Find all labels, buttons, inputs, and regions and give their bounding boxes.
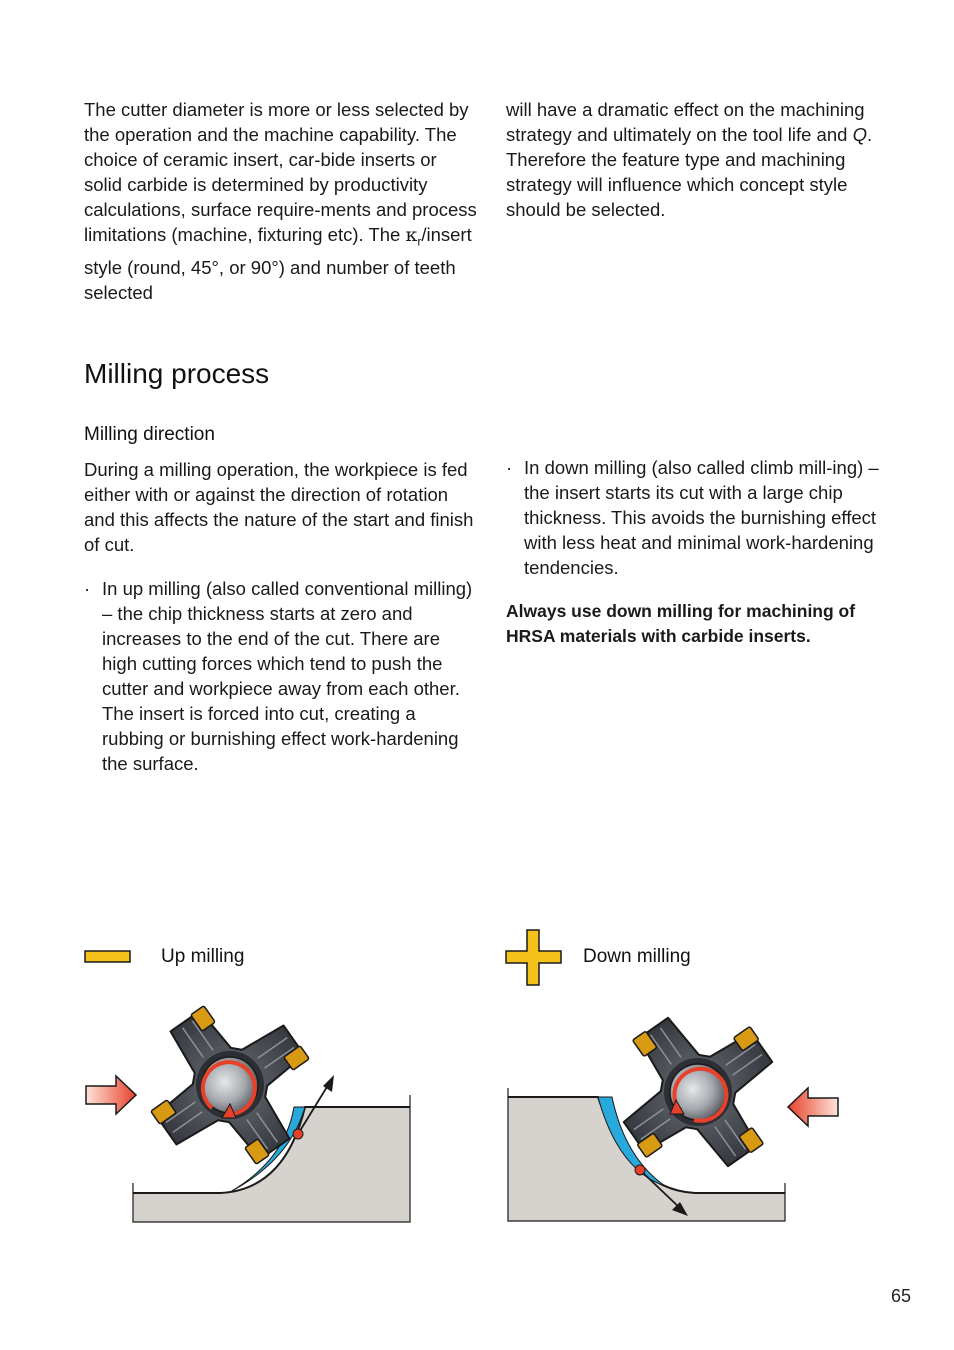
kappa-subscript: r [417, 234, 422, 249]
down-milling-bullet [506, 455, 906, 580]
down-milling-text: In down milling (also called climb mill-ing) – the insert starts its cut with a large chip thickness. This avoids the burnishing effect with less heat and minimal work-hardening tendencies. [524, 457, 879, 578]
milling-left-column [84, 457, 479, 776]
up-milling-illustration [80, 1000, 420, 1230]
recommendation-note: Always use down milling for machining of HRSA materials with carbide inserts. [506, 601, 856, 646]
plus-symbol-icon [505, 929, 563, 987]
contact-point [293, 1129, 303, 1139]
intro-right-text-a: will have a dramatic effect on the machining strategy and ultimately on the tool life and [506, 99, 865, 145]
bullet-dot: · [84, 578, 91, 599]
feed-arrow-icon [86, 1076, 136, 1114]
up-milling-text: In up milling (also called conventional milling) – the chip thickness starts at zero and increases to the end of the cut. There are high cutting forces which tend to push the cutter and workpiece away from each other. The insert is forced into cut, creating a rubbing or burnishing effect work-hardening the surface. [102, 578, 473, 774]
subsection-title: Milling direction [84, 424, 215, 445]
page-number: 65 [891, 1286, 912, 1306]
bullet-dot: · [506, 457, 513, 478]
down-milling-label: Down milling [583, 946, 691, 967]
intro-paragraph-right [506, 97, 906, 222]
intro-right-text-b: . Therefore the feature type and machining strategy will influence which concept style should be selected. [506, 124, 873, 220]
up-milling-bullet [84, 576, 479, 776]
milling-intro-paragraph: During a milling operation, the workpiece is fed either with or against the direction of rotation and this affects the nature of the start and finish of cut. [84, 459, 474, 555]
kappa-symbol: κ [405, 224, 418, 246]
intro-left-text-b: /insert style (round, 45°, or 90°) and number of teeth selected [84, 224, 472, 303]
section-title: Milling process [84, 358, 270, 389]
intro-left-text-a: The cutter diameter is more or less selected by the operation and the machine capability. The choice of ceramic insert, car-bide inserts or solid carbide is determined by productivity calculations, surface require-ments and process limitations (machine, fixturing etc). The [84, 99, 477, 245]
feed-arrow-icon [788, 1088, 838, 1126]
intro-paragraph-left [84, 97, 479, 305]
minus-symbol-icon [84, 950, 132, 964]
contact-point [635, 1165, 645, 1175]
q-symbol: Q [852, 124, 867, 145]
up-milling-label: Up milling [161, 946, 245, 967]
milling-right-column [506, 455, 906, 649]
down-milling-illustration [500, 1010, 845, 1230]
